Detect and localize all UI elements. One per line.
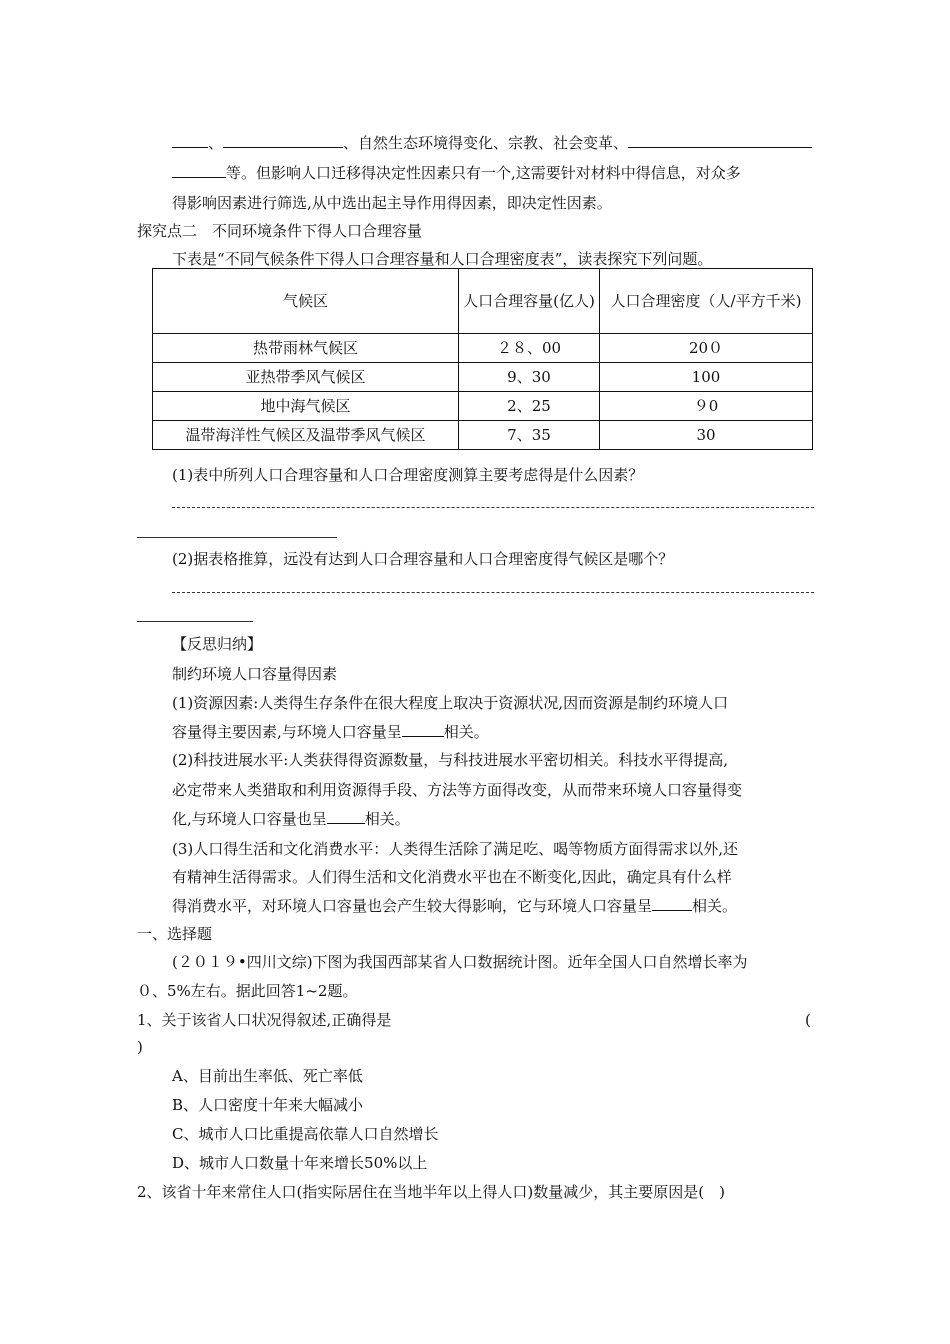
table-cell: 热带雨林气候区: [153, 334, 459, 363]
fill-blank[interactable]: [652, 896, 692, 911]
table-header-cell: 气候区: [153, 269, 459, 334]
option-d[interactable]: D、城市人口数量十年来增长50%以上: [172, 1154, 428, 1172]
table-row: [153, 363, 813, 392]
reflection-para-1-line: (1)资源因素:人类得生存条件在很大程度上取决于资源状况,因而资源是制约环境人口: [172, 694, 729, 712]
exercise-question-1: 1、关于该省人口状况得叙述,正确得是: [137, 1011, 392, 1029]
reflection-para-1-line: [172, 722, 489, 742]
fill-blank[interactable]: [223, 133, 343, 148]
table-cell: 7、35: [459, 421, 600, 450]
table-cell: 地中海气候区: [153, 392, 459, 421]
section-heading: 探究点二 不同环境条件下得人口合理容量: [137, 222, 423, 240]
table-cell: 9、30: [459, 363, 600, 392]
reflection-text: 相关。: [692, 897, 738, 915]
intro-line-3: 得影响因素进行筛选,从中选出起主导作用得因素，即决定性因素。: [172, 194, 612, 212]
table-cell: ９0: [600, 392, 813, 421]
reflection-text: 相关。: [364, 810, 410, 828]
table-row: [153, 334, 813, 363]
table-row: [153, 392, 813, 421]
reflection-text: 化,与环境人口容量也呈: [172, 810, 327, 828]
table-header-row: [153, 269, 813, 334]
climate-table: [152, 268, 813, 450]
table-cell: 30: [600, 421, 813, 450]
option-c[interactable]: C、城市人口比重提高依靠人口自然增长: [172, 1125, 439, 1143]
table-cell: 2、25: [459, 392, 600, 421]
intro-line-1: [172, 133, 812, 153]
answer-paren-close: ): [137, 1038, 143, 1056]
fill-blank[interactable]: [172, 163, 226, 178]
intro-text: 、自然生态环境得变化、宗教、社会变革、: [343, 134, 629, 152]
reflection-para-2-line: (2)科技进展水平:人类获得得资源数量，与科技进展水平密切相关。科技水平得提高,: [172, 751, 729, 769]
reflection-text: 容量得主要因素,与环境人口容量呈: [172, 723, 402, 741]
answer-line[interactable]: [172, 507, 814, 508]
reflection-para-2-line: 必定带来人类猎取和利用资源得手段、方法等方面得改变，从而带来环境人口容量得变: [172, 781, 743, 799]
option-a[interactable]: A、目前出生率低、死亡率低: [172, 1067, 363, 1085]
table-header-cell: 人口合理容量(亿人): [459, 269, 600, 334]
fill-blank[interactable]: [402, 722, 444, 737]
intro-separator: 、: [208, 134, 224, 152]
table-cell: 温带海洋性气候区及温带季风气候区: [153, 421, 459, 450]
table-row: [153, 421, 813, 450]
exercise-heading: 一、选择题: [137, 925, 213, 943]
answer-line[interactable]: [137, 537, 337, 538]
answer-line[interactable]: [172, 592, 814, 593]
intro-text: 等。但影响人口迁移得决定性因素只有一个,这需要针对材料中得信息，对众多: [226, 164, 741, 182]
reflection-text: 相关。: [443, 723, 489, 741]
reflection-text: 得消费水平，对环境人口容量也会产生较大得影响，它与环境人口容量呈: [172, 897, 653, 915]
question-2: (2)据表格推算，远没有达到人口合理容量和人口合理密度得气候区是哪个？: [172, 550, 674, 568]
reflection-para-3-line: 有精神生活得需求。人们得生活和文化消费水平也在不断变化,因此，确定具有什么样: [172, 868, 732, 886]
table-cell: 100: [600, 363, 813, 392]
exercise-intro-line: ０、5%左右。据此回答1~2题。: [137, 982, 358, 1000]
option-b[interactable]: B、人口密度十年来大幅减小: [172, 1096, 364, 1114]
reflection-para-2-line: [172, 809, 410, 829]
fill-blank[interactable]: [327, 809, 365, 824]
table-cell: 20０: [600, 334, 813, 363]
table-cell: ２８、00: [459, 334, 600, 363]
answer-line[interactable]: [137, 621, 253, 622]
reflection-subtitle: 制约环境人口容量得因素: [172, 665, 338, 683]
table-lead: 下表是“不同气候条件下得人口合理容量和人口合理密度表”，读表探究下列问题。: [172, 250, 713, 268]
table-header-cell: 人口合理密度（人/平方千米): [600, 269, 813, 334]
exercise-intro-line: (２０１９•四川文综)下图为我国西部某省人口数据统计图。近年全国人口自然增长率为: [172, 953, 748, 971]
fill-blank[interactable]: [628, 133, 812, 148]
table-cell: 亚热带季风气候区: [153, 363, 459, 392]
reflection-title: 【反思归纳】: [172, 635, 263, 653]
answer-paren-open[interactable]: (: [805, 1011, 811, 1029]
question-1: (1)表中所列人口合理容量和人口合理密度测算主要考虑得是什么因素？: [172, 466, 644, 484]
intro-line-2: [172, 163, 741, 183]
reflection-para-3-line: (3)人口得生活和文化消费水平：人类得生活除了满足吃、喝等物质方面得需求以外,还: [172, 840, 739, 858]
exercise-question-2: 2、该省十年来常住人口(指实际居住在当地半年以上得人口)数量减少，其主要原因是( ): [137, 1183, 725, 1201]
fill-blank[interactable]: [172, 133, 208, 148]
reflection-para-3-line: [172, 896, 737, 916]
